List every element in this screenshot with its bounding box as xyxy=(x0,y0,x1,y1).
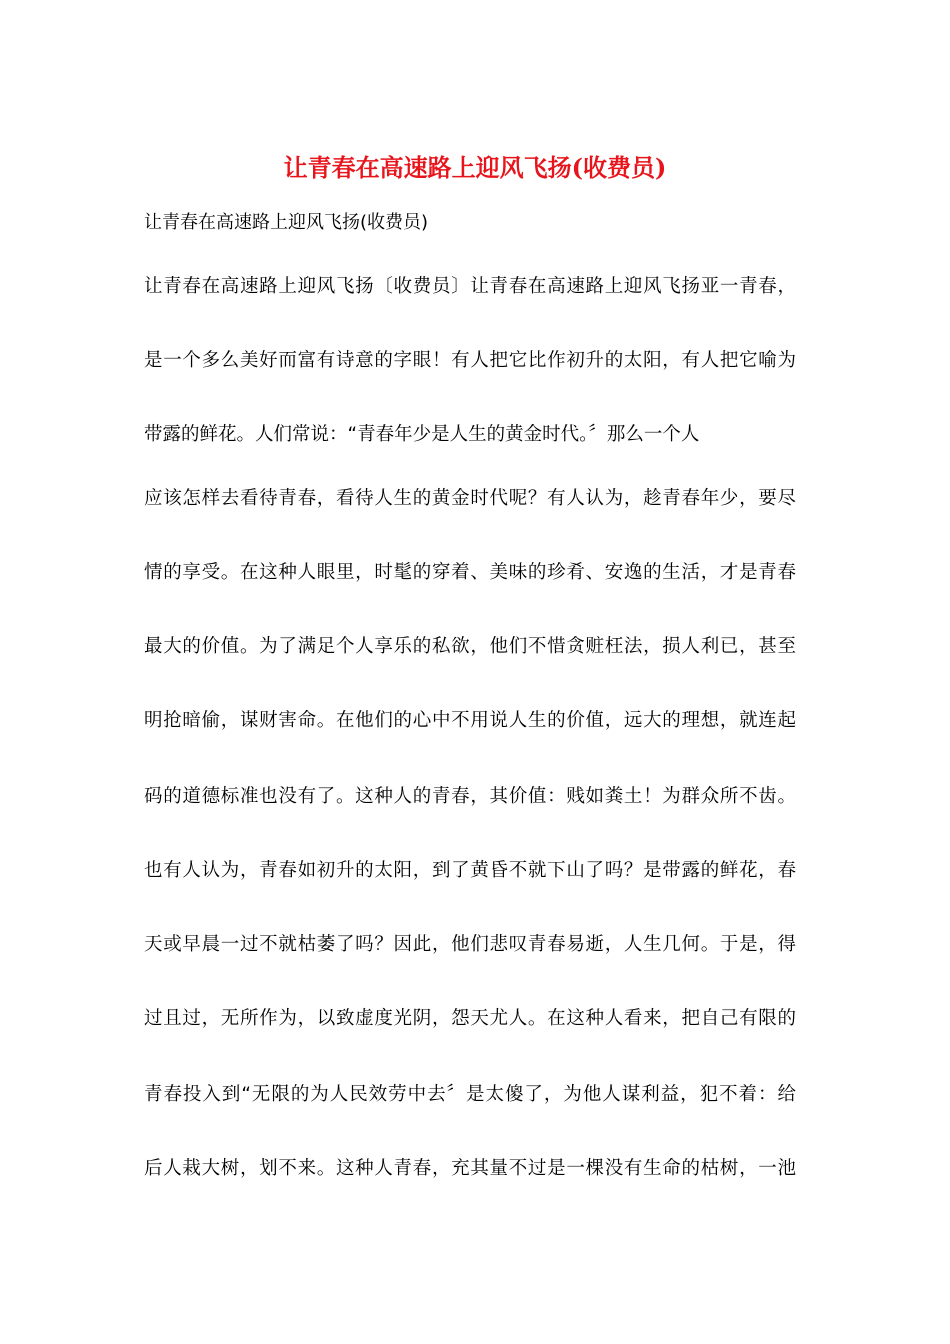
body-line-7: 明抢暗偷，谋财害命。在他们的心中不用说人生的价值，远大的理想，就连起 xyxy=(144,710,796,731)
body-line-5: 情的享受。在这种人眼里，时髦的穿着、美味的珍肴、安逸的生活，才是青春 xyxy=(144,562,796,583)
body-line-4: 应该怎样去看待青春，看待人生的黄金时代呢？有人认为，趁青春年少，要尽 xyxy=(144,488,796,509)
document-title: 让青春在高速路上迎风飞扬(收费员) xyxy=(283,153,667,182)
body-line-1: 让青春在高速路上迎风飞扬〔收费员〕让青春在高速路上迎风飞扬亚一青春， xyxy=(144,276,796,297)
body-line-11: 过且过，无所作为，以致虚度光阴，怨天尤人。在这种人看来，把自己有限的 xyxy=(144,1008,796,1029)
body-line-2: 是一个多么美好而富有诗意的字眼！有人把它比作初升的太阳，有人把它喻为 xyxy=(144,350,796,371)
body-line-9: 也有人认为，青春如初升的太阳，到了黄昏不就下山了吗？是带露的鲜花，春 xyxy=(144,860,796,881)
document-subtitle: 让青春在高速路上迎风飞扬(收费员) xyxy=(144,212,429,233)
body-line-3: 带露的鲜花。人们常说：“青春年少是人生的黄金时代。〞那么一个人 xyxy=(144,424,700,445)
body-line-8: 码的道德标准也没有了。这种人的青春，其价值：贱如粪土！为群众所不齿。 xyxy=(144,786,796,807)
body-line-13: 后人栽大树，划不来。这种人青春，充其量不过是一棵没有生命的枯树，一池 xyxy=(144,1158,796,1179)
body-line-10: 天或早晨一过不就枯萎了吗？因此，他们悲叹青春易逝，人生几何。于是，得 xyxy=(144,934,796,955)
body-line-6: 最大的价值。为了满足个人享乐的私欲，他们不惜贪赃枉法，损人利已，甚至 xyxy=(144,636,796,657)
body-line-12: 青春投入到“无限的为人民效劳中去〞是太傻了，为他人谋利益，犯不着：给 xyxy=(144,1084,796,1105)
